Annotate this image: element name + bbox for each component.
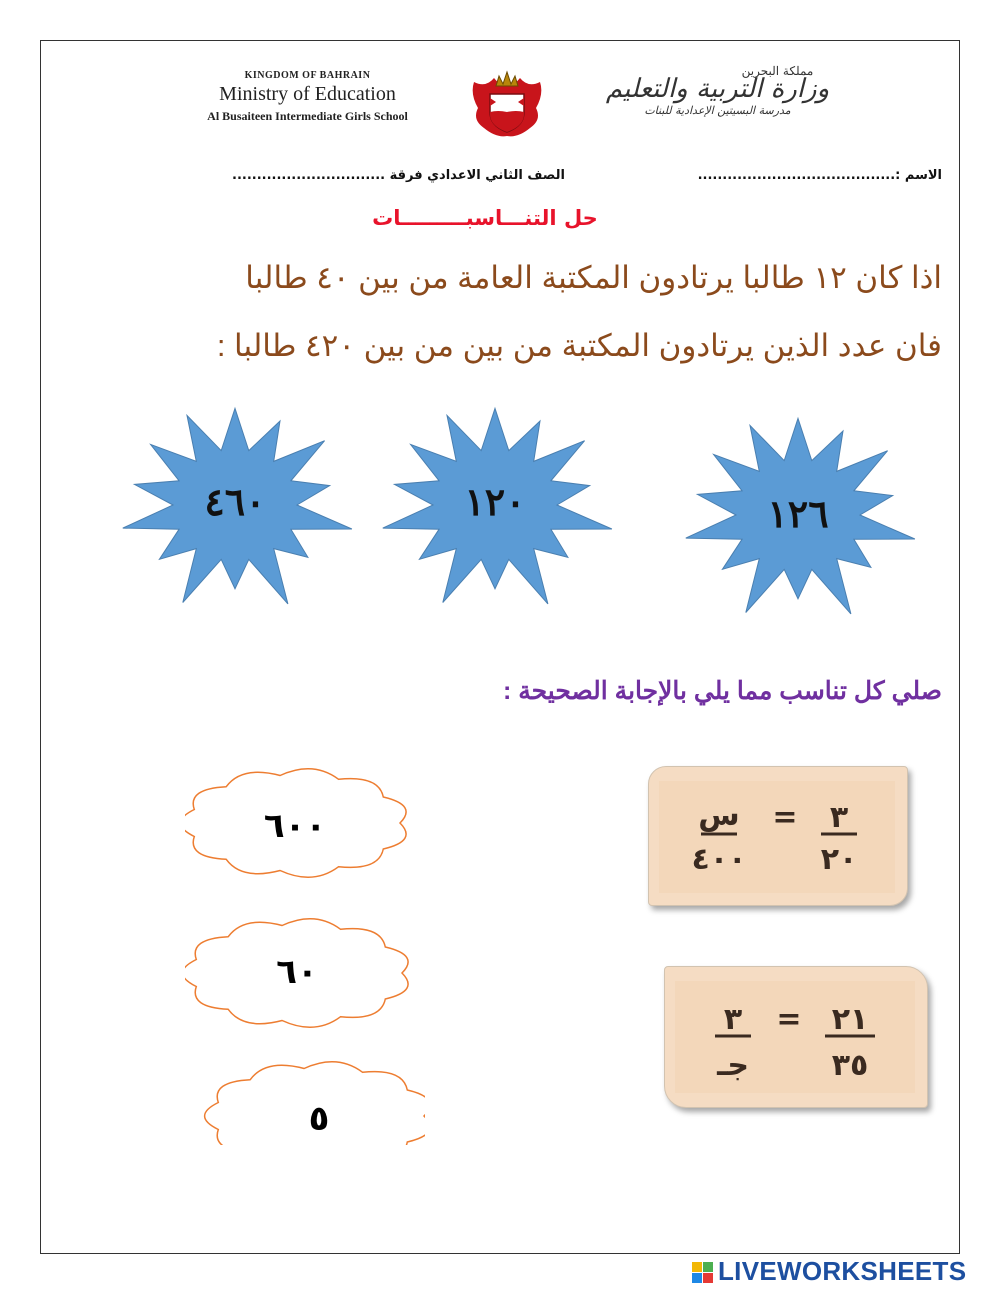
class-section-field[interactable]: الصف الثاني الاعدادي فرقة ............................... [232, 168, 565, 183]
star-option-2-label: ١٢٠ [464, 479, 526, 524]
proportion-2-fraction [665, 967, 927, 1107]
proportion-1-fraction [649, 767, 907, 905]
star-option-1-label: ٤٦٠ [204, 479, 266, 524]
cloud-option-2[interactable] [185, 919, 408, 1028]
proportion-1-right-denominator: ٢٠ [820, 842, 858, 877]
proportion-card-1[interactable] [648, 766, 908, 906]
header-arabic [575, 64, 860, 117]
kingdom-english: KINGDOM OF BAHRAIN [244, 70, 371, 81]
question-line-2: فان عدد الذين يرتادون المكتبة من بين من بين ٤٢٠ طالبا : [216, 328, 942, 363]
proportion-1-left-numerator: س [698, 798, 740, 833]
worksheet-title: حل التنـــاسبـــــــــات [372, 206, 598, 230]
liveworksheets-logo-icon [692, 1262, 714, 1284]
proportion-2-left-denominator: جـ [717, 1048, 749, 1083]
ministry-arabic: وزارة التربية والتعليم [605, 74, 830, 104]
cloud-option-3-label: ٥ [308, 1099, 330, 1139]
cloud-option-2-label: ٦٠ [276, 952, 318, 992]
proportion-card-2[interactable] [664, 966, 928, 1108]
kingdom-arabic: مملكة البحرين [741, 64, 814, 78]
proportion-1-equals: = [772, 800, 798, 835]
cloud-option-1-label: ٦٠٠ [263, 806, 327, 846]
matching-instruction: صلي كل تناسب مما يلي بالإجابة الصحيحة : [502, 677, 942, 705]
liveworksheets-logo-text: LIVEWORKSHEETS [718, 1256, 967, 1286]
proportion-1-left-denominator: ٤٠٠ [691, 842, 747, 877]
bahrain-emblem-icon [468, 64, 546, 140]
answer-stars [100, 385, 940, 645]
proportion-2-right-denominator: ٣٥ [831, 1048, 869, 1083]
proportion-2-equals: = [776, 1002, 802, 1037]
header-english [165, 70, 450, 124]
student-name-field[interactable]: الاسم :........................................ [697, 168, 942, 183]
proportion-2-right-numerator: ٢١ [831, 1002, 869, 1037]
cloud-option-3[interactable] [205, 1062, 425, 1145]
ministry-english: Ministry of Education [219, 83, 396, 105]
star-option-1[interactable] [123, 408, 352, 604]
proportion-2-left-numerator: ٣ [723, 1002, 743, 1037]
star-option-3-label: ١٢٦ [767, 491, 829, 536]
star-option-2[interactable] [383, 408, 612, 604]
school-english: Al Busaiteen Intermediate Girls School [207, 109, 408, 123]
question-line-1: اذا كان ١٢ طالبا يرتادون المكتبة العامة من بين ٤٠ طالبا [245, 260, 942, 295]
proportion-1-right-numerator: ٣ [829, 800, 849, 835]
school-arabic: مدرسة البسيتين الإعدادية للبنات [644, 104, 791, 117]
cloud-option-1[interactable] [185, 769, 406, 878]
liveworksheets-logo[interactable] [692, 1256, 992, 1286]
star-option-3[interactable] [686, 418, 915, 614]
answer-clouds [185, 765, 425, 1145]
